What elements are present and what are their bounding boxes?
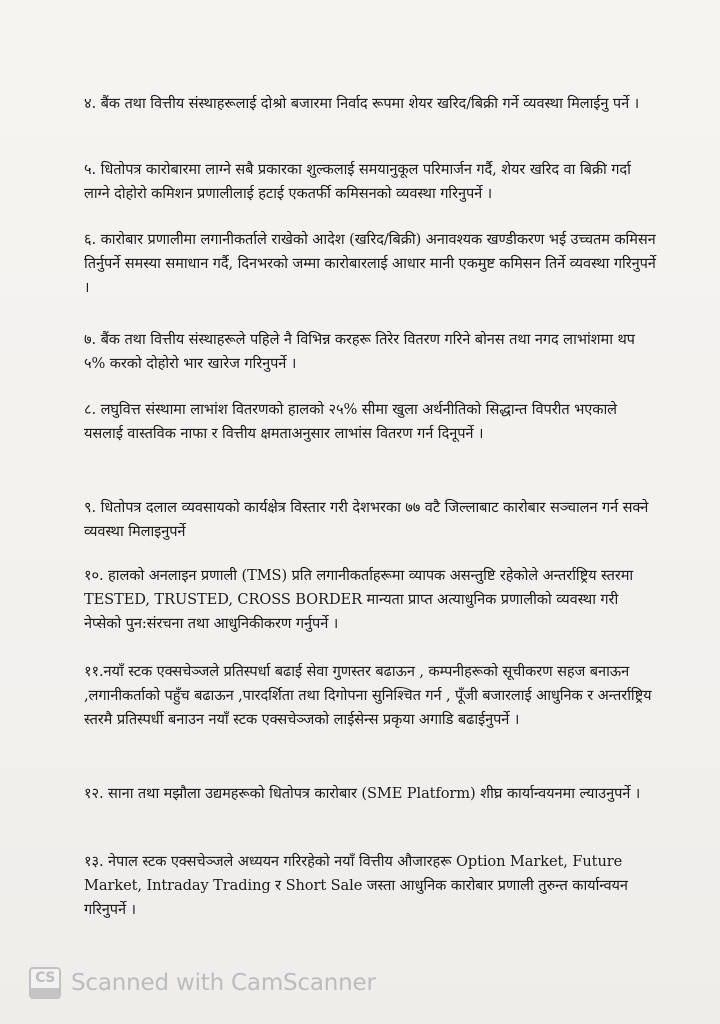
camscanner-logo-text: CS [35,970,55,986]
paragraph-4: ४. बैंक तथा वित्तीय संस्थाहरूलाई दोश्रो बजारमा निर्वाद रूपमा शेयर खरिद/बिक्री गर्ने व्यवस्था मिलाईनु पर्ने । [84,95,640,112]
watermark-text: Scanned with CamScanner [71,970,376,996]
paragraph-7: ७. बैंक तथा वित्तीय संस्थाहरूले पहिले नै विभिन्न करहरू तिरेर वितरण गरिने बोनस तथा नगद लाभांशमा थप ५% करको दोहोरो भार खारेज गरिनुपर्ने । [84,331,635,372]
paragraph-8: ८. लघुवित्त संस्थामा लाभांश वितरणको हालको २५% सीमा खुला अर्थनीतिको सिद्धान्त विपरीत भएकाले यसलाई वास्तविक नाफा र वित्तीय क्षमताअनुसार लाभांस वितरण गर्न दिनूपर्ने । [84,401,617,442]
paragraph-12: १२. साना तथा मझौला उद्यमहरूको धितोपत्र कारोबार (SME Platform) शीघ्र कार्यान्वयनमा ल्याउनुपर्ने । [84,785,641,802]
camscanner-watermark [29,966,376,1000]
paragraph-5: ५. धितोपत्र कारोबारमा लाग्ने सबै प्रकारका शुल्कलाई समयानुकूल परिमार्जन गर्दै, शेयर खरिद वा बिक्री गर्दा लाग्ने दोहोरो कमिशन प्रणालीलाई हटाई एकतर्फी कमिसनको व्यवस्था गरिनुपर्ने । [84,161,631,202]
paragraph-10: १०. हालको अनलाइन प्रणाली (TMS) प्रति लगानीकर्ताहरूमा व्यापक असन्तुष्टि रहेकोले अन्तर्राष्ट्रिय स्तरमा TESTED, TRUSTED, CROSS BORDER मान्यता प्राप्त अत्याधुनिक प्रणालीको व्यवस्था गरी नेप्सेको पुन:संरचना तथा आधुनिकीकरण गर्नुपर्ने । [84,567,634,632]
camscanner-logo-bar [31,988,59,997]
paragraph-13: १३. नेपाल स्टक एक्सचेञ्जले अध्ययन गरिरहेको नयाँ वित्तीय औजारहरू Option Market, Future Market, Intraday Trading र Short Sale जस्ता आधुनिक कारोबार प्रणाली तुरुन्त कार्यान्वयन गरिनुपर्ने । [84,853,628,918]
camscanner-logo-icon [29,967,61,999]
paragraph-11: ११.नयाँ स्टक एक्सचेञ्जले प्रतिस्पर्धा बढाई सेवा गुणस्तर बढाऊन , कम्पनीहरूको सूचीकरण सहज बनाऊन ,लगानीकर्ताको पहुँच बढाऊन ,पारदर्शिता तथा दिगोपना सुनिश्चित गर्न , पूँजी बजारलाई आधुनिक र अन्तर्राष्ट्रिय स्तरमै प्रतिस्पर्धी बनाउन नयाँ स्टक एक्सचेञ्जको लाईसेन्स प्रकृया अगाडि बढाईनुपर्ने । [84,663,652,728]
paragraph-9: ९. धितोपत्र दलाल व्यवसायको कार्यक्षेत्र विस्तार गरी देशभरका ७७ वटै जिल्लाबाट कारोबार सञ्चालन गर्न सक्ने व्यवस्था मिलाइनुपर्ने [84,499,649,540]
paragraph-6: ६. कारोबार प्रणालीमा लगानीकर्ताले राखेको आदेश (खरिद/बिक्री) अनावश्यक खण्डीकरण भई उच्चतम कमिसन तिर्नुपर्ने समस्या समाधान गर्दै, दिनभरको जम्मा कारोबारलाई आधार मानी एकमुष्ट कमिसन तिर्ने व्यवस्था गरिनुपर्ने । [84,231,656,296]
